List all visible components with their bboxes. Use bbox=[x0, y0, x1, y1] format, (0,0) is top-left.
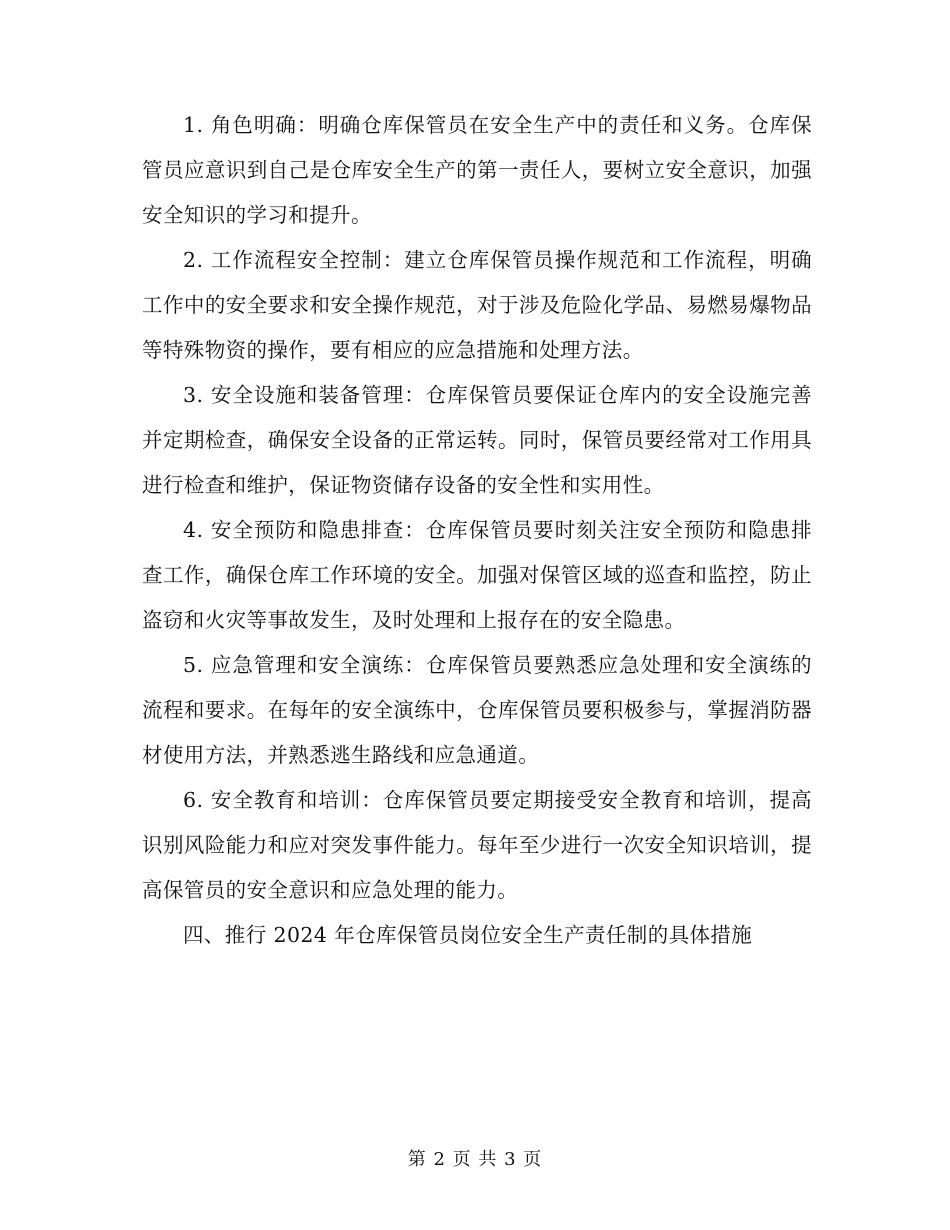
paragraph-hazard-inspection: 4. 安全预防和隐患排查：仓库保管员要时刻关注安全预防和隐患排查工作，确保仓库工作环境的安全。加强对保管区域的巡查和监控，防止盗窃和火灾等事故发生，及时处理和上报存在的安全隐患。 bbox=[142, 518, 812, 632]
document-body bbox=[142, 103, 812, 958]
paragraph-emergency-drill: 5. 应急管理和安全演练：仓库保管员要熟悉应急处理和安全演练的流程和要求。在每年的安全演练中，仓库保管员要积极参与，掌握消防器材使用方法，并熟悉逃生路线和应急通道。 bbox=[142, 653, 812, 767]
page-number-footer: 第 2 页 共 3 页 bbox=[407, 1149, 543, 1170]
paragraph-safety-training: 6. 安全教育和培训：仓库保管员要定期接受安全教育和培训，提高识别风险能力和应对突发事件能力。每年至少进行一次安全知识培训，提高保管员的安全意识和应急处理的能力。 bbox=[142, 788, 812, 902]
section-heading-measures: 四、推行 2024 年仓库保管员岗位安全生产责任制的具体措施 bbox=[183, 923, 753, 947]
paragraph-workflow-safety: 2. 工作流程安全控制：建立仓库保管员操作规范和工作流程，明确工作中的安全要求和安全操作规范，对于涉及危险化学品、易燃易爆物品等特殊物资的操作，要有相应的应急措施和处理方法。 bbox=[142, 248, 812, 362]
paragraph-facility-management: 3. 安全设施和装备管理：仓库保管员要保证仓库内的安全设施完善并定期检查，确保安全设备的正常运转。同时，保管员要经常对工作用具进行检查和维护，保证物资储存设备的安全性和实用性。 bbox=[142, 383, 812, 497]
paragraph-role-clarity: 1. 角色明确：明确仓库保管员在安全生产中的责任和义务。仓库保管员应意识到自己是仓库安全生产的第一责任人，要树立安全意识，加强安全知识的学习和提升。 bbox=[142, 113, 812, 227]
